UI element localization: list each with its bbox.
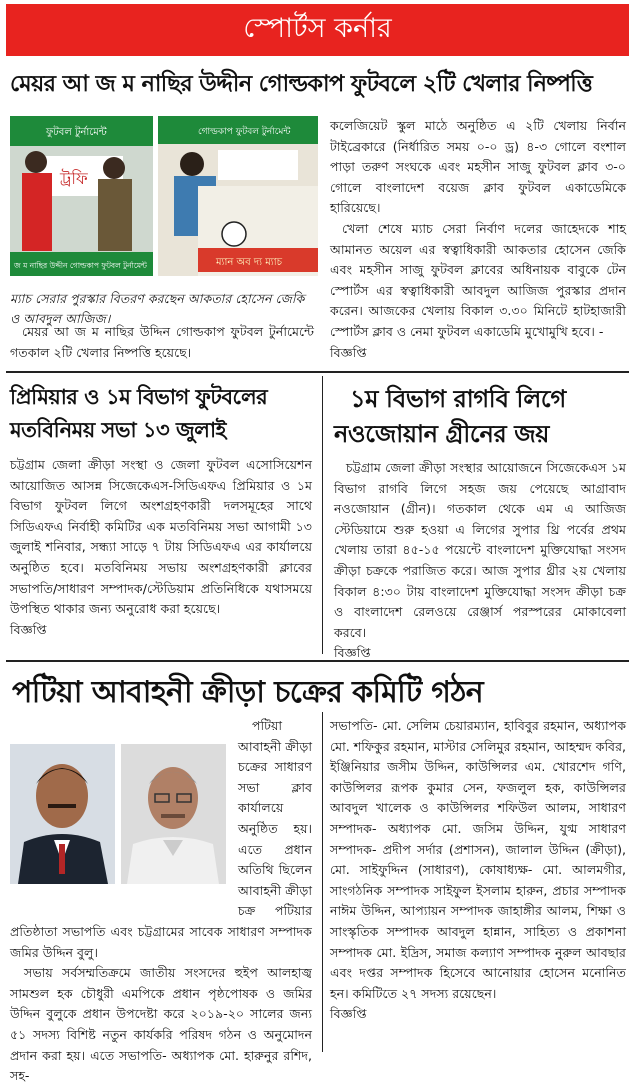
story1-caption: ম্যাচ সেরার পুরস্কার বিতরণ করছেন আকতার হোসেন জেকি ও আবদুল আজিজ। <box>10 291 305 326</box>
story1-photo-left <box>10 116 153 276</box>
story4-headline: পটিয়া আবাহনী ক্রীড়া চক্রের কমিটি গঠন <box>12 675 484 710</box>
story1-photo-right <box>158 116 318 276</box>
story3-headline-line2: নওজোয়ান গ্রীনের জয় <box>334 420 550 448</box>
photo-left-banner-text: ফুটবল টুর্নামেন্ট <box>46 127 107 138</box>
divider-1 <box>6 371 629 373</box>
story2-text: চট্টগ্রাম জেলা ক্রীড়া সংস্থা ও জেলা ফুটবল এসোসিয়েশন আয়োজিত আসন্ন সিজেকেএস-সিডিএফএ প্রিমিয়ার ও ১ম বিভাগ ফুটবল লিগে অংশগ্রহণকারী দলসমূহের সাথে সিডিএফএ নির্বাহী কমিটির এক মতবিনিময় সভা আগামী ১৩ জুলাই শনিবার, সন্ধ্যা সাড়ে ৭ টায় সিডিএফএ এর কার্যালয়ে অনুষ্ঠিত হবে। মতবিনিময় সভায় অংশগ্রহণকারী ক্লাবের সভাপতি/সাধারণ সম্পাদক/স্টেডিয়াম প্রতিনিধিকে যথাসময়ে উপস্থিত থাকার জন্য অনুরোধ করা হয়েছে। <box>10 457 312 617</box>
photo-right-banner-text: গোল্ডকাপ ফুটবল টুর্নামেন্ট <box>198 127 291 137</box>
story3-signoff: বিজ্ঞপ্তি <box>334 645 371 661</box>
column-divider-2 <box>322 712 323 1052</box>
story4-right <box>330 716 626 1052</box>
story2-headline-line2: মতবিনিময় সভা ১৩ জুলাই <box>10 418 226 442</box>
story3-text: চট্টগ্রাম জেলা ক্রীড়া সংস্থার আয়োজনে সিজেকেএস ১ম বিভাগ রাগবি লিগে সহজ জয় পেয়েছে আগ্রাবাদ নওজোয়ান (গ্রীন)। গতকাল থেকে এম এ আজিজ স্টেডিয়ামে শুরু হওয়া এ লিগের সুপার থ্রি পর্বের প্রথম খেলায় তারা ৪৫-১৫ পয়েন্টে বাংলাদেশ মুক্তিযোদ্ধা সংসদ ক্রীড়া চক্রকে পরাজিত করে। আজ সুপার থ্রীর ২য় খেলায় বিকাল ৪:৩০ টায় বাংলাদেশ মুক্তিযোদ্ধা সংসদ ক্রীড়া চক্র ও বাংলাদেশ রেলওয়ে রেঞ্জার্স পরস্পরের মোকাবেলা করবে। <box>334 460 626 640</box>
story1-headline: মেয়র আ জ ম নাছির উদ্দীন গোল্ডকাপ ফুটবলে ২টি খেলার নিষ্পত্তি <box>10 71 593 97</box>
photo-left-sign: ট্রফি <box>60 169 88 188</box>
story4-lead: পটিয়া আবাহনী ক্রীড়া চক্রের সাধারণ সভা ক্লাব কার্যালয়ে অনুষ্ঠিত হয়। এতে প্রধান অতিথি ছিলেন আবাহনী ক্রীড়া চক্র পটিয়ার প্রতিষ্ঠাতা সভাপতি এবং চট্টগ্রামের সাবেক সাধারণ সম্পাদক জমির উদ্দিন বুলু। <box>10 718 312 960</box>
story4-para2: সভায় সর্বসম্মতিক্রমে জাতীয় সংসদের হুইপ আলহাজ্ব সামশুল হক চৌধুরী এমপিকে প্রধান পৃষ্ঠপোষক ও জমির উদ্দিন বুলুকে প্রধান উপদেষ্টা করে ২০১৯-২০ সালের জন্য ৫১ সদস্য বিশিষ্ট নতুন কার্যকরি পরিষদ গঠন ও অনুমোদন প্রদান করা হয়। এতে সভাপতি- অধ্যাপক মো. হারুনুর রশিদ, সহ- <box>10 965 312 1084</box>
story3-body <box>334 458 626 661</box>
story4-left <box>10 716 312 1084</box>
story3-headline-line1: ১ম বিভাগ রাগবি লিগে <box>350 385 566 413</box>
story4-signoff: বিজ্ঞপ্তি <box>330 1006 367 1022</box>
story1-intro: মেয়র আ জ ম নাছির উদ্দিন গোল্ডকাপ ফুটবল টুর্নামেন্টে গতকাল ২টি খেলার নিষ্পত্তি হয়েছে। <box>10 324 314 360</box>
photo-right-sign: ম্যান অব দ্য ম্যাচ <box>216 257 282 268</box>
photo-left-footer: জ ম নাছির উদ্দীন গোল্ডকাপ ফুটবল টুর্নামেন্ট <box>14 261 147 270</box>
column-divider <box>322 376 323 654</box>
story1-para1: কলেজিয়েট স্কুল মাঠে অনুষ্ঠিত এ ২টি খেলায় নির্বান টাইব্রেকারে (নির্ধারিত সময় ০-০ ড্র) ৪-৩ গোলে বংশাল পাড়া তরুণ সংঘকে এবং মহসীন সাজু ফুটবল ক্লাব ৩-০ গোলে বাংলাদেশ বয়েজ ক্লাব ফুটবল একাডেমিকে হারিয়েছে। <box>330 118 626 216</box>
story2-body <box>10 455 312 655</box>
section-title: স্পোর্টস কর্নার <box>243 12 392 44</box>
story4-right-text: সভাপতি- মো. সেলিম চেয়ারম্যান, হাবিবুর রহমান, অধ্যাপক মো. শফিকুর রহমান, মাস্টার সেলিমুর রহমান, আহম্মদ কবির, ইঞ্জিনিয়ার জসীম উদ্দিন, কাউন্সিলর এম. খোরশেদ গণি, কাউন্সিলর রূপক কুমার সেন, ফজলুল হক, কাউন্সিলর আবদুল খালেক ও কাউন্সিলর শফিউল আলম, সাধারণ সম্পাদক- অধ্যাপক মো. জসিম উদ্দিন, যুগ্ম সাধারণ সম্পাদক- প্রদীপ সর্দার (প্রশাসন), জালাল উদ্দিন (ক্রীড়া), মো. সাইফুদ্দিন (সাধারণ), কোষাধ্যক্ষ- মো. আলমগীর, সাংগঠনিক সম্পাদক সাইফুল ইসলাম হারুন, প্রচার সম্পাদক নাঈম উদ্দিন, আপ্যায়ন সম্পাদক জাহাঙ্গীর আলম, শিক্ষা ও সাংস্কৃতিক সম্পাদক আবদুল হান্নান, সাহিত্য ও প্রকাশনা সম্পাদক মো. ইদ্রিস, সমাজ কল্যাণ সম্পাদক নুরুল আবছার এবং দপ্তর সম্পাদক হিসেবে আনোয়ার হোসেন মনোনিত হন। কমিটিতে ২৭ সদস্য রয়েছেন। <box>330 718 626 1001</box>
story1-body <box>330 116 626 366</box>
story1-para2: খেলা শেষে ম্যাচ সেরা নির্বাণ দলের জাহেদকে শাহ আমানত অয়েল এর স্বত্বাধিকারী আকতার হোসেন জেকি এবং মহসীন সাজু ফুটবল ক্লাবের অধিনায়ক বাবুকে টেন স্পোর্টস এর স্বত্বাধিকারী আবদুল আজিজ পুরস্কার প্রদান করেন। আজকের খেলায় বিকাল ৩.৩০ মিনিটে হাটহাজারী স্পোর্টস ক্লাব ও নেমা ফুটবল একাডেমি মুখোমুখি হবে। - <box>330 220 626 339</box>
story2-signoff: বিজ্ঞপ্তি <box>10 621 47 637</box>
story2-headline-line1: প্রিমিয়ার ও ১ম বিভাগ ফুটবলের <box>10 385 268 409</box>
section-banner <box>6 4 629 56</box>
story1-signoff: বিজ্ঞপ্তি <box>330 344 367 360</box>
divider-2 <box>6 660 629 662</box>
